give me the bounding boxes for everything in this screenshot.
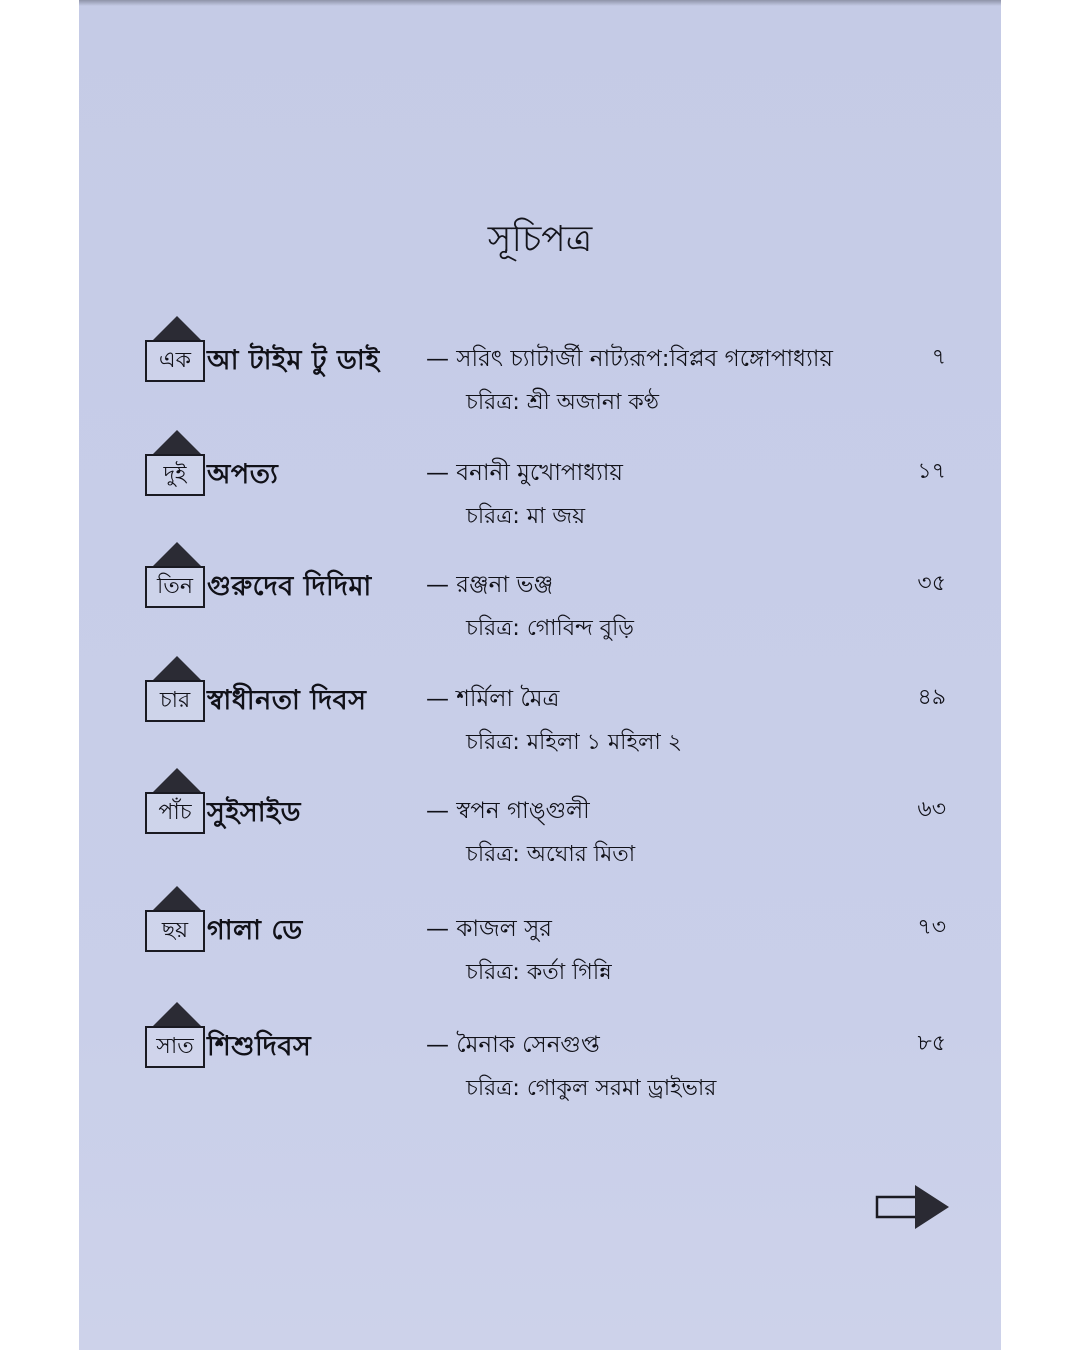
play-title: স্বাধীনতা দিবস (207, 685, 367, 716)
house-icon (145, 430, 209, 498)
characters: চরিত্র: মা জয় (466, 504, 586, 529)
entry-number: এক (145, 340, 205, 382)
author: — স্বপন গাঙ্গুলী (426, 798, 590, 824)
house-icon (145, 316, 209, 384)
author: — বনানী মুখোপাধ্যায় (426, 460, 623, 486)
page-number: ৭৩ (917, 915, 946, 940)
entry-number: পাঁচ (145, 792, 205, 834)
entry-number: চার (145, 680, 205, 722)
house-icon (145, 1002, 209, 1070)
toc-entry (79, 1002, 1001, 1112)
toc-entry (79, 656, 1001, 766)
author: — মৈনাক সেনগুপ্ত (426, 1032, 600, 1058)
entry-number: সাত (145, 1026, 205, 1068)
page-number: ৭ (931, 345, 946, 370)
toc-entry (79, 430, 1001, 540)
toc-entry (79, 542, 1001, 652)
toc-entry (79, 316, 1001, 426)
author: — কাজল সুর (426, 916, 552, 942)
page-number: ৬৩ (917, 797, 946, 822)
characters: চরিত্র: অঘোর মিতা (466, 842, 636, 867)
author: — শর্মিলা মৈত্র (426, 686, 560, 712)
play-title: গুরুদেব দিদিমা (207, 571, 372, 602)
house-icon (145, 656, 209, 724)
toc-entry (79, 768, 1001, 878)
characters: চরিত্র: গোবিন্দ বুড়ি (466, 616, 634, 641)
page-number: ১৭ (917, 459, 946, 484)
entry-number: দুই (145, 454, 205, 496)
play-title: সুইসাইড (207, 797, 301, 828)
author: — সরিৎ চ্যাটার্জী নাট্যরূপ:বিপ্লব গঙ্গোপাধ্যায় (426, 346, 833, 372)
toc-entry (79, 886, 1001, 996)
page-title: সূচিপত্র (487, 219, 593, 260)
entry-number: তিন (145, 566, 205, 608)
page-shadow (79, 0, 1001, 6)
characters: চরিত্র: মহিলা ১ মহিলা ২ (466, 730, 683, 755)
entry-number: ছয় (145, 910, 205, 952)
play-title: গালা ডে (207, 915, 303, 946)
characters: চরিত্র: কর্তা গিন্নি (466, 960, 612, 985)
characters: চরিত্র: গোকুল সরমা ড্রাইভার (466, 1076, 717, 1101)
page-number: ৪৯ (917, 685, 946, 710)
author: — রঞ্জনা ভঞ্জ (426, 572, 554, 598)
house-icon (145, 542, 209, 610)
arrow-right-icon (875, 1183, 951, 1231)
play-title: অপত্য (207, 459, 279, 490)
play-title: আ টাইম টু ডাই (207, 345, 380, 376)
characters: চরিত্র: শ্রী অজানা কণ্ঠ (466, 390, 659, 415)
house-icon (145, 886, 209, 954)
house-icon (145, 768, 209, 836)
play-title: শিশুদিবস (207, 1031, 312, 1062)
page-number: ৮৫ (917, 1031, 946, 1056)
page-number: ৩৫ (917, 571, 946, 596)
book-page (79, 0, 1001, 1350)
